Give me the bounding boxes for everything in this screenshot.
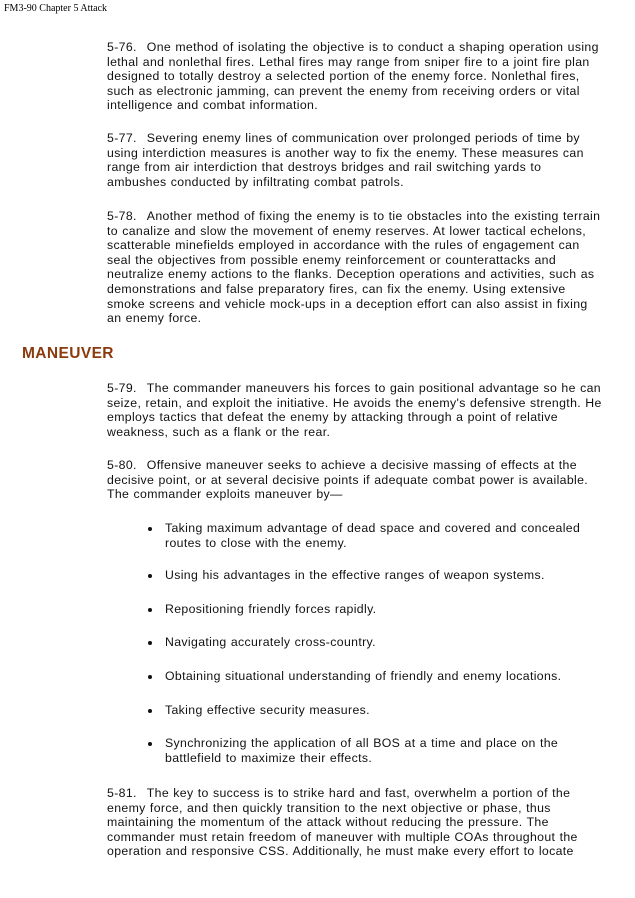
list-item: Taking maximum advantage of dead space and covered and concealed routes to close with the enemy. bbox=[148, 521, 604, 550]
bullet-icon bbox=[148, 641, 152, 645]
list-item: Synchronizing the application of all BOS at a time and place on the battlefield to maximize their effects. bbox=[148, 736, 604, 765]
bullet-icon bbox=[148, 709, 152, 713]
bullet-icon bbox=[148, 675, 152, 679]
paragraph-text: Severing enemy lines of communication over prolonged periods of time by using interdiction measures is another way to fix the enemy. These measures can range from air interdiction that destroys bridges and rail switching yards to ambushes conducted by infiltrating combat patrols. bbox=[107, 131, 584, 189]
paragraph-number: 5-76. bbox=[107, 40, 137, 54]
list-item: Obtaining situational understanding of friendly and enemy locations. bbox=[148, 669, 604, 684]
list-item: Navigating accurately cross-country. bbox=[148, 635, 604, 650]
paragraph-number: 5-77. bbox=[107, 131, 137, 145]
paragraph-5-76 bbox=[107, 40, 604, 113]
paragraph-text: Another method of fixing the enemy is to tie obstacles into the existing terrain to canalize and slow the movement of enemy reserves. At lower tactical echelons, scatterable minefields employed in accordance with the rules of engagement can seal the objectives from possible enemy reinforcement or counterattacks and neutralize enemy actions to the flanks. Deception operations and activities, such as demonstrations and false preparatory fires, can fix the enemy. Using extensive smoke screens and vehicle mock-ups in a deception effort can also assist in fixing an enemy force. bbox=[107, 209, 601, 326]
paragraph-number: 5-79. bbox=[107, 381, 137, 395]
bullet-icon bbox=[148, 608, 152, 612]
bullet-icon bbox=[148, 527, 152, 531]
paragraph-number: 5-80. bbox=[107, 458, 137, 472]
paragraph-text: The commander maneuvers his forces to gain positional advantage so he can seize, retain, and exploit the initiative. He avoids the enemy's defensive strength. He employs tactics that defeat the enemy by attacking through a point of relative weakness, such as a flank or the rear. bbox=[107, 381, 602, 439]
list-item: Using his advantages in the effective ranges of weapon systems. bbox=[148, 568, 604, 583]
bullet-icon bbox=[148, 574, 152, 578]
bullet-list bbox=[148, 521, 604, 765]
paragraph-text: The key to success is to strike hard and fast, overwhelm a portion of the enemy force, and then quickly transition to the next objective or phase, thus maintaining the momentum of the attack without reducing the pressure. The commander must retain freedom of maneuver with multiple COAs throughout the operation and responsive CSS. Additionally, he must make every effort to locate bbox=[107, 786, 578, 859]
bullet-icon bbox=[148, 742, 152, 746]
paragraph-text: Offensive maneuver seeks to achieve a decisive massing of effects at the decisive point, or at several decisive points if adequate combat power is available. The commander exploits maneuver by— bbox=[107, 458, 589, 502]
paragraph-number: 5-78. bbox=[107, 209, 137, 223]
paragraph-5-79 bbox=[107, 381, 604, 439]
running-head: FM3-90 Chapter 5 Attack bbox=[4, 3, 108, 14]
paragraph-5-78 bbox=[107, 209, 604, 326]
paragraph-5-80 bbox=[107, 458, 604, 502]
list-item: Repositioning friendly forces rapidly. bbox=[148, 602, 604, 617]
paragraph-5-77 bbox=[107, 131, 604, 189]
paragraph-number: 5-81. bbox=[107, 786, 137, 800]
list-item: Taking effective security measures. bbox=[148, 703, 604, 718]
paragraph-5-81 bbox=[107, 786, 604, 859]
paragraph-text: One method of isolating the objective is to conduct a shaping operation using lethal and nonlethal fires. Lethal fires may range from sniper fire to a joint fire plan designed to totally destroy a selected portion of the enemy force. Nonlethal fires, such as electronic jamming, can prevent the enemy from receiving orders or vital intelligence and combat information. bbox=[107, 40, 599, 113]
section-heading-maneuver: MANEUVER bbox=[22, 345, 114, 362]
